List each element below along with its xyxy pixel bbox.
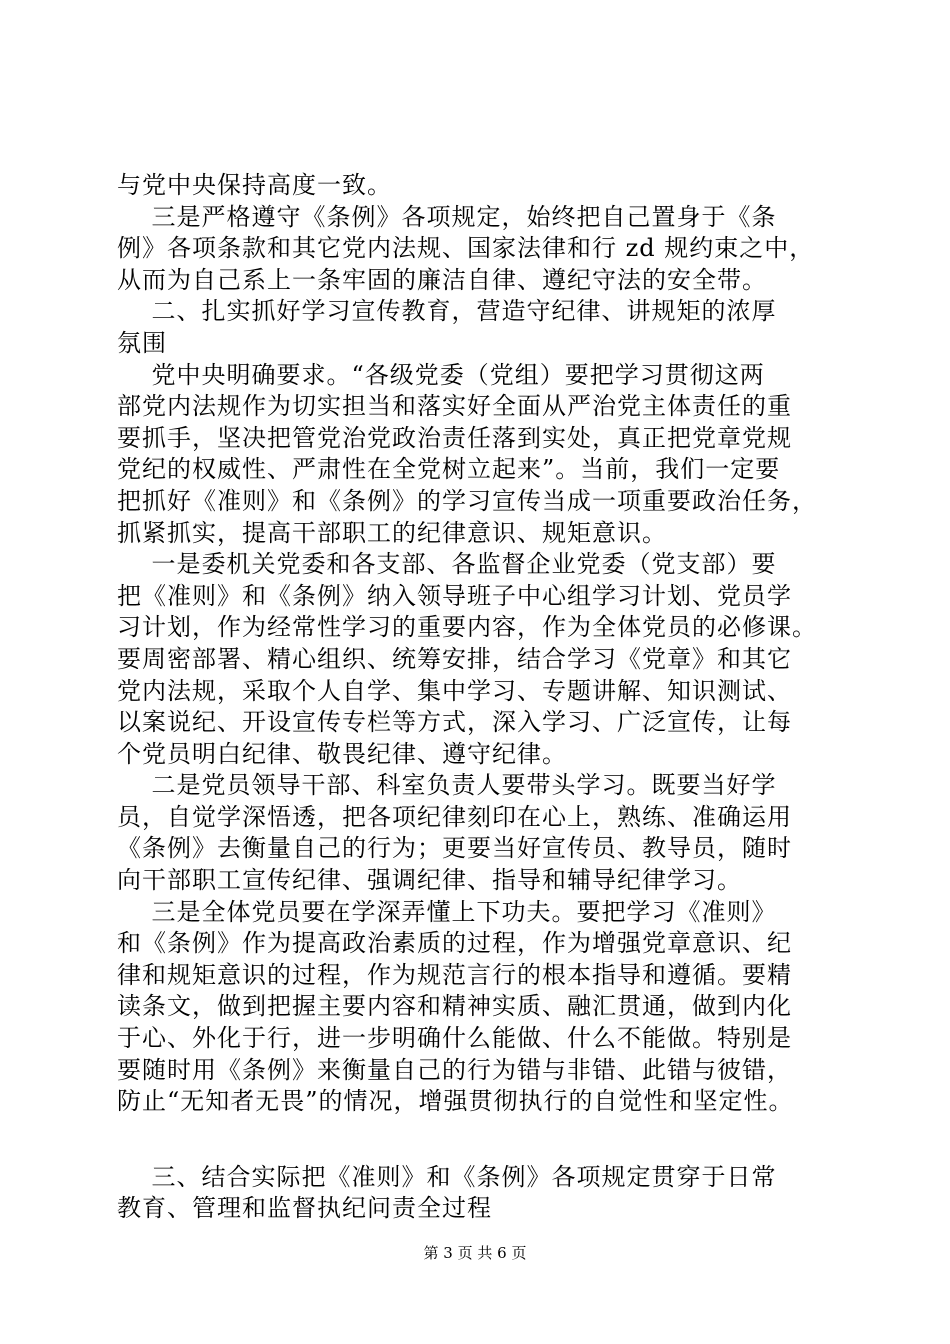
text-line: 三是全体党员要在学深弄懂上下功夫。要把学习《准则》 [117,897,777,926]
text-line: 三是严格遵守《条例》各项规定，始终把自己置身于《条 [117,202,777,231]
text-line: 从而为自己系上一条牢固的廉洁自律、遵纪守法的安全带。 [117,265,767,294]
text-line: 于心、外化于行，进一步明确什么能做、什么不能做。特别是 [117,1024,792,1053]
text-line: 例》各项条款和其它党内法规、国家法律和行 zd 规约束之中， [117,234,815,263]
text-line: 《条例》去衡量自己的行为；更要当好宣传员、教导员，随时 [117,834,792,863]
text-line: 以案说纪、开设宣传专栏等方式，深入学习、广泛宣传，让每 [117,708,792,737]
text-line: 和《条例》作为提高政治素质的过程，作为增强党章意识、纪 [117,929,792,958]
section-heading-line: 二、扎实抓好学习宣传教育，营造守纪律、讲规矩的浓厚 [117,297,777,326]
section-heading-line: 三、结合实际把《准则》和《条例》各项规定贯穿于日常 [117,1162,777,1191]
text-line: 抓紧抓实，提高干部职工的纪律意识、规矩意识。 [117,518,667,547]
text-line: 一是委机关党委和各支部、各监督企业党委（党支部）要 [117,550,777,579]
page-number-label: 第 3 页 共 6 页 [423,1244,527,1262]
text-line: 习计划，作为经常性学习的重要内容，作为全体党员的必修课。 [117,613,817,642]
text-line: 防止“无知者无畏”的情况，增强贯彻执行的自觉性和坚定性。 [117,1087,794,1116]
text-line: 党内法规，采取个人自学、集中学习、专题讲解、知识测试、 [117,676,792,705]
text-line: 读条文，做到把握主要内容和精神实质、融汇贯通，做到内化 [117,992,792,1021]
text-line: 要抓手，坚决把管党治党政治责任落到实处，真正把党章党规 [117,423,792,452]
section-heading-line: 教育、管理和监督执纪问责全过程 [117,1194,492,1223]
text-line: 律和规矩意识的过程，作为规范言行的根本指导和遵循。要精 [117,960,792,989]
text-line: 二是党员领导干部、科室负责人要带头学习。既要当好学 [117,771,777,800]
document-body [117,170,837,1225]
paragraph-gap [117,1118,837,1162]
text-line: 把抓好《准则》和《条例》的学习宣传当成一项重要政治任务， [117,486,817,515]
text-line: 部党内法规作为切实担当和落实好全面从严治党主体责任的重 [117,392,792,421]
text-line: 把《准则》和《条例》纳入领导班子中心组学习计划、党员学 [117,581,792,610]
text-line: 党纪的权威性、严肃性在全党树立起来”。当前，我们一定要 [117,455,781,484]
page-footer [0,1243,950,1263]
section-heading-line: 氛围 [117,328,167,357]
text-line: 要周密部署、精心组织、统筹安排，结合学习《党章》和其它 [117,644,792,673]
text-line: 要随时用《条例》来衡量自己的行为错与非错、此错与彼错， [117,1055,792,1084]
text-line: 个党员明白纪律、敬畏纪律、遵守纪律。 [117,739,567,768]
text-line: 向干部职工宣传纪律、强调纪律、指导和辅导纪律学习。 [117,866,742,895]
text-line: 党中央明确要求。“各级党委（党组）要把学习贯彻这两 [117,360,765,389]
text-line: 与党中央保持高度一致。 [117,171,392,199]
text-line: 员，自觉学深悟透，把各项纪律刻印在心上，熟练、准确运用 [117,802,792,831]
